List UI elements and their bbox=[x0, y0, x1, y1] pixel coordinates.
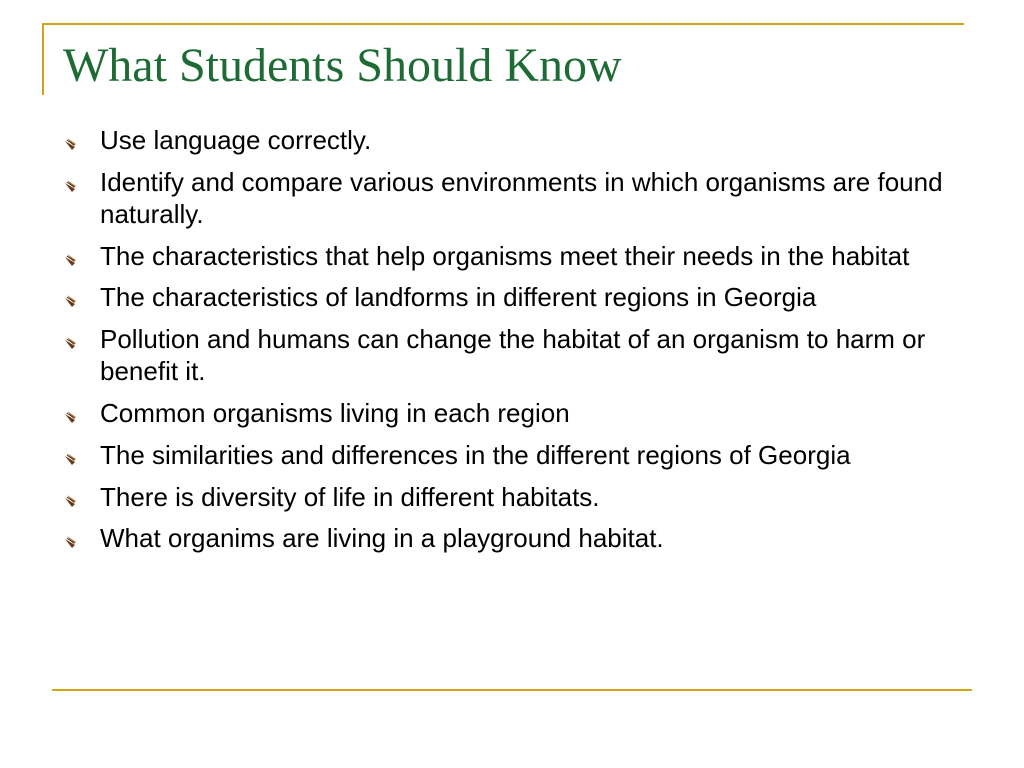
bottom-rule bbox=[52, 689, 972, 691]
bullet-text: Identify and compare various environments in which organisms are found naturally. bbox=[100, 166, 943, 229]
bullet-text: The characteristics of landforms in different regions in Georgia bbox=[100, 282, 817, 313]
leaf-bullet-icon bbox=[64, 410, 78, 424]
leaf-bullet-icon bbox=[64, 137, 78, 151]
bullet-text: The similarities and differences in the different regions of Georgia bbox=[100, 439, 851, 470]
bullet-item-1 bbox=[60, 124, 990, 156]
bullet-item-9 bbox=[60, 522, 990, 554]
slide-title: What Students Should Know bbox=[63, 39, 622, 92]
bullet-item-5 bbox=[60, 323, 990, 387]
leaf-bullet-icon bbox=[64, 253, 78, 267]
leaf-bullet-icon bbox=[64, 336, 78, 350]
leaf-bullet-icon bbox=[64, 452, 78, 466]
left-rule bbox=[42, 23, 44, 95]
leaf-bullet-icon bbox=[64, 535, 78, 549]
top-rule bbox=[42, 23, 964, 25]
bullet-item-6 bbox=[60, 397, 990, 429]
bullet-item-8 bbox=[60, 481, 990, 513]
bullet-text: Common organisms living in each region bbox=[100, 397, 570, 428]
bullet-item-4 bbox=[60, 281, 990, 313]
bullet-item-7 bbox=[60, 439, 990, 471]
bullet-item-3 bbox=[60, 240, 990, 272]
bullet-item-2 bbox=[60, 166, 990, 230]
bullet-text: The characteristics that help organisms meet their needs in the habitat bbox=[100, 240, 910, 271]
leaf-bullet-icon bbox=[64, 294, 78, 308]
bullet-text: There is diversity of life in different habitats. bbox=[100, 481, 600, 512]
bullet-text: Use language correctly. bbox=[100, 125, 372, 155]
bullet-text: What organims are living in a playground habitat. bbox=[100, 523, 664, 554]
bullet-text: Pollution and humans can change the habitat of an organism to harm or benefit it. bbox=[100, 324, 926, 387]
leaf-bullet-icon bbox=[64, 494, 78, 508]
leaf-bullet-icon bbox=[64, 179, 78, 193]
bullet-list bbox=[60, 124, 990, 564]
